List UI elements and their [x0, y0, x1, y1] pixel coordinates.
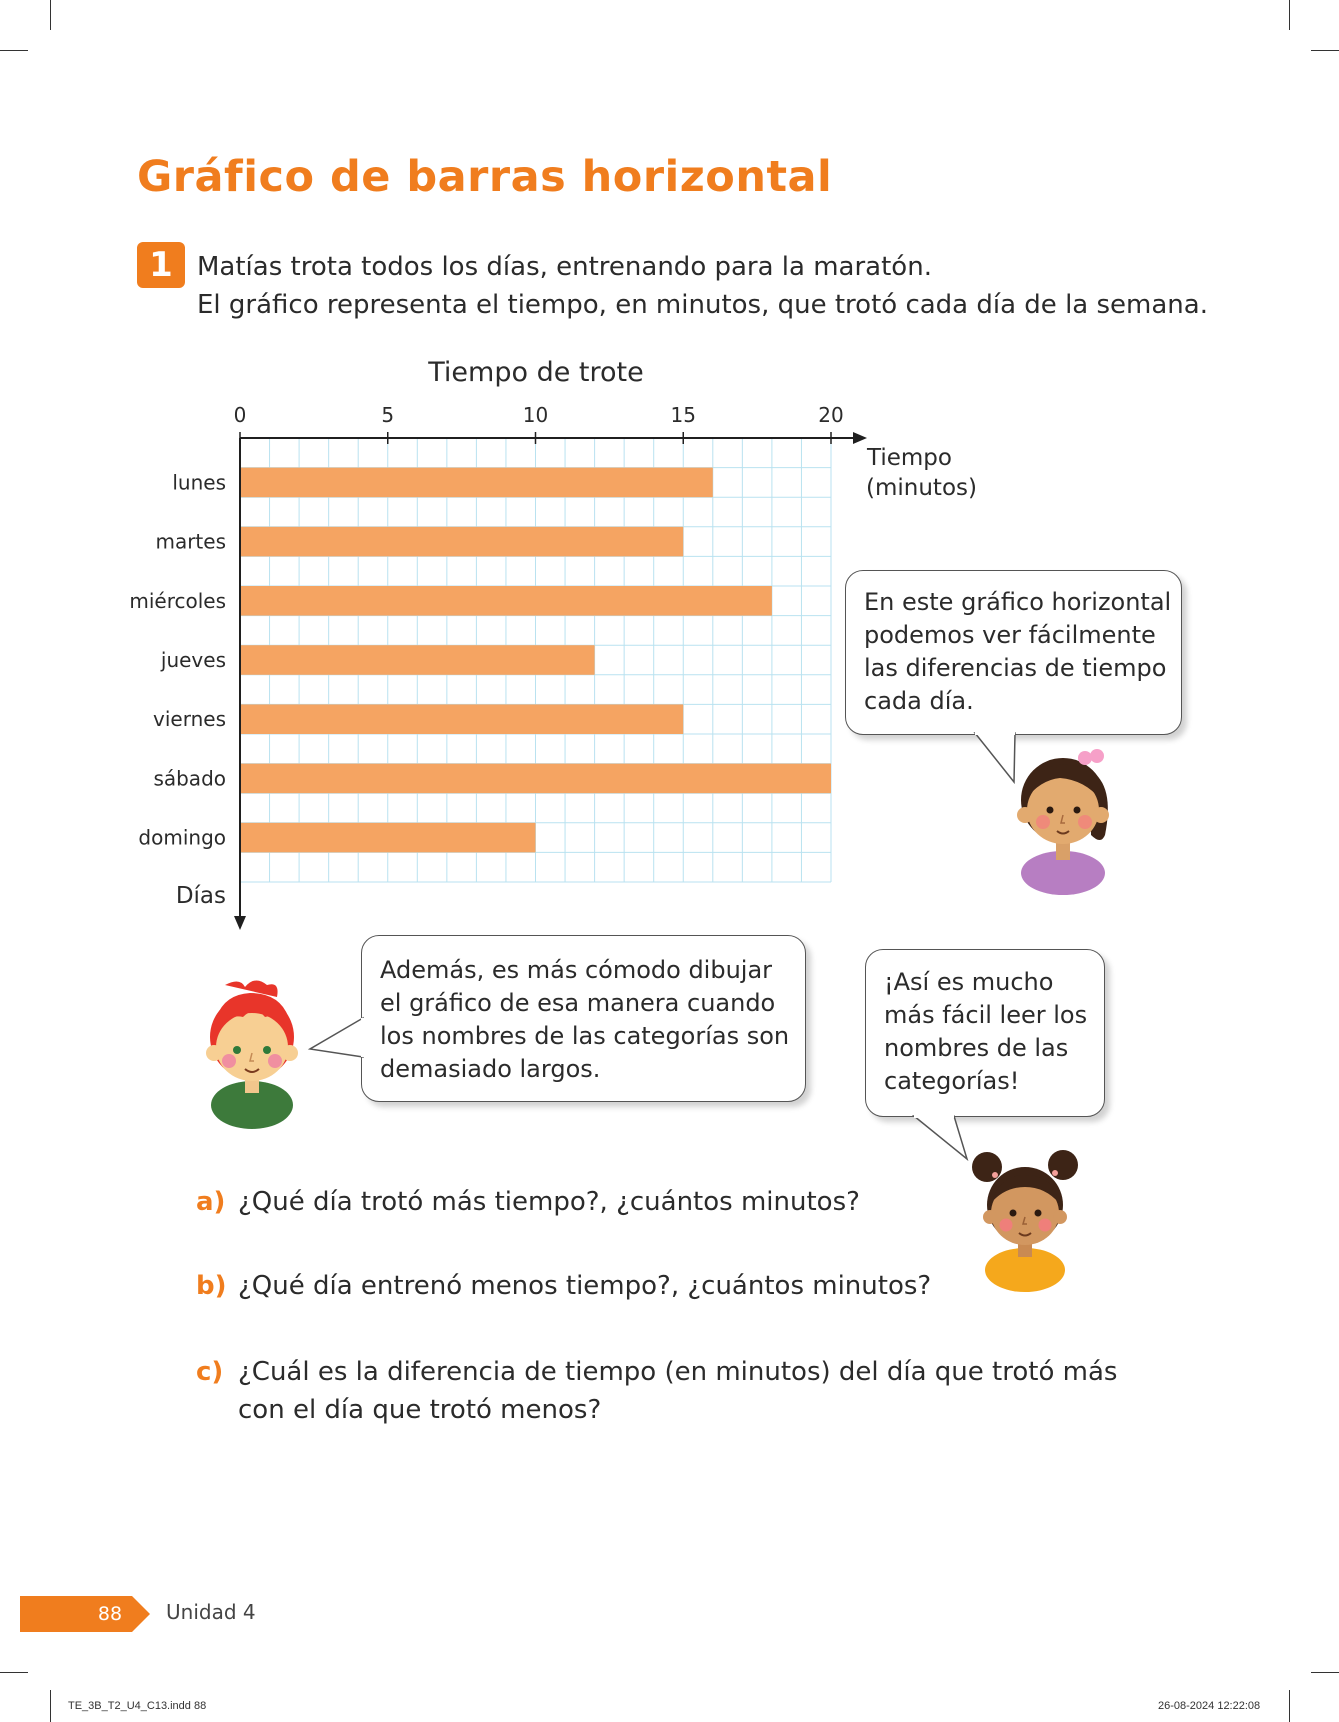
- bubble-line: el gráfico de esa manera cuando: [380, 989, 776, 1017]
- category-label: martes: [155, 529, 226, 554]
- crop-mark: [50, 1690, 51, 1722]
- category-label: miércoles: [129, 588, 226, 613]
- question-text: ¿Qué día trotó más tiempo?, ¿cuántos minutos?: [238, 1187, 860, 1217]
- category-label: viernes: [153, 707, 226, 732]
- x-tick-label: 5: [381, 403, 395, 427]
- print-timestamp: 26-08-2024 12:22:08: [1158, 1700, 1261, 1712]
- speech-bubble-girl-2: [865, 949, 1105, 1117]
- bubble-line: cada día.: [864, 687, 974, 715]
- bubble-line: demasiado largos.: [380, 1055, 601, 1083]
- boy-character-icon: [195, 975, 305, 1135]
- bar: [240, 645, 595, 675]
- bar: [240, 527, 683, 557]
- bubble-line: categorías!: [884, 1067, 1020, 1095]
- question-letter: a): [196, 1187, 226, 1217]
- page-title: Gráfico de barras horizontal: [137, 152, 833, 202]
- bubble-line: las diferencias de tiempo: [864, 654, 1167, 682]
- exercise-statement-line: Matías trota todos los días, entrenando para la maratón.: [197, 252, 932, 282]
- question-text-continued: con el día que trotó menos?: [238, 1395, 602, 1425]
- question-letter: b): [196, 1271, 227, 1301]
- y-axis-arrow: [234, 916, 246, 930]
- question-text: ¿Cuál es la diferencia de tiempo (en minutos) del día que trotó más: [238, 1357, 1118, 1387]
- x-tick-label: 0: [233, 403, 247, 427]
- bar: [240, 764, 831, 794]
- x-tick-label: 20: [818, 403, 844, 427]
- chart-title: Tiempo de trote: [428, 357, 644, 388]
- page-number: 88: [97, 1603, 123, 1625]
- crop-mark: [1289, 0, 1290, 30]
- question-a: [196, 1183, 860, 1221]
- category-label: jueves: [160, 648, 226, 672]
- crop-mark: [1289, 1690, 1290, 1722]
- x-tick-label: 15: [670, 403, 696, 427]
- girl-with-buns-character-icon: [965, 1145, 1085, 1295]
- bubble-line: podemos ver fácilmente: [864, 621, 1156, 649]
- speech-bubble-boy: [361, 935, 806, 1102]
- speech-bubble-tail: [308, 1010, 368, 1070]
- crop-mark: [1311, 1672, 1339, 1673]
- girl-character-icon: [1005, 740, 1135, 900]
- bar: [240, 468, 713, 498]
- x-tick-label: 10: [522, 403, 549, 427]
- category-label: sábado: [153, 766, 226, 791]
- x-axis-label: Tiempo: [867, 445, 952, 471]
- speech-bubble-girl-1: [845, 570, 1182, 735]
- category-label: domingo: [138, 825, 226, 850]
- question-b: [196, 1267, 931, 1305]
- bubble-line: más fácil leer los: [884, 1001, 1088, 1029]
- unit-label: Unidad 4: [166, 1600, 256, 1624]
- exercise-number-badge: 1: [137, 242, 185, 288]
- bar: [240, 704, 683, 734]
- crop-mark: [0, 1672, 28, 1673]
- bubble-line: En este gráfico horizontal: [864, 588, 1172, 616]
- bubble-line: los nombres de las categorías son: [380, 1022, 790, 1050]
- bubble-line: nombres de las: [884, 1034, 1069, 1062]
- y-axis-label: Días: [175, 883, 226, 909]
- crop-mark: [1311, 50, 1339, 51]
- file-slug: TE_3B_T2_U4_C13.indd 88: [68, 1700, 207, 1712]
- exercise-statement-line: El gráfico representa el tiempo, en minutos, que trotó cada día de la semana.: [197, 290, 1208, 320]
- question-c: [196, 1353, 1117, 1429]
- question-text: ¿Qué día entrenó menos tiempo?, ¿cuántos minutos?: [238, 1271, 932, 1301]
- category-label: lunes: [172, 470, 226, 495]
- x-axis-arrow: [853, 432, 867, 444]
- x-axis-label-unit: (minutos): [866, 475, 977, 501]
- question-letter: c): [196, 1357, 224, 1387]
- bar: [240, 586, 772, 616]
- bubble-line: ¡Así es mucho: [884, 968, 1054, 996]
- bar: [240, 823, 536, 853]
- speech-bubble-tail: [910, 1112, 970, 1172]
- bubble-line: Además, es más cómodo dibujar: [380, 956, 773, 984]
